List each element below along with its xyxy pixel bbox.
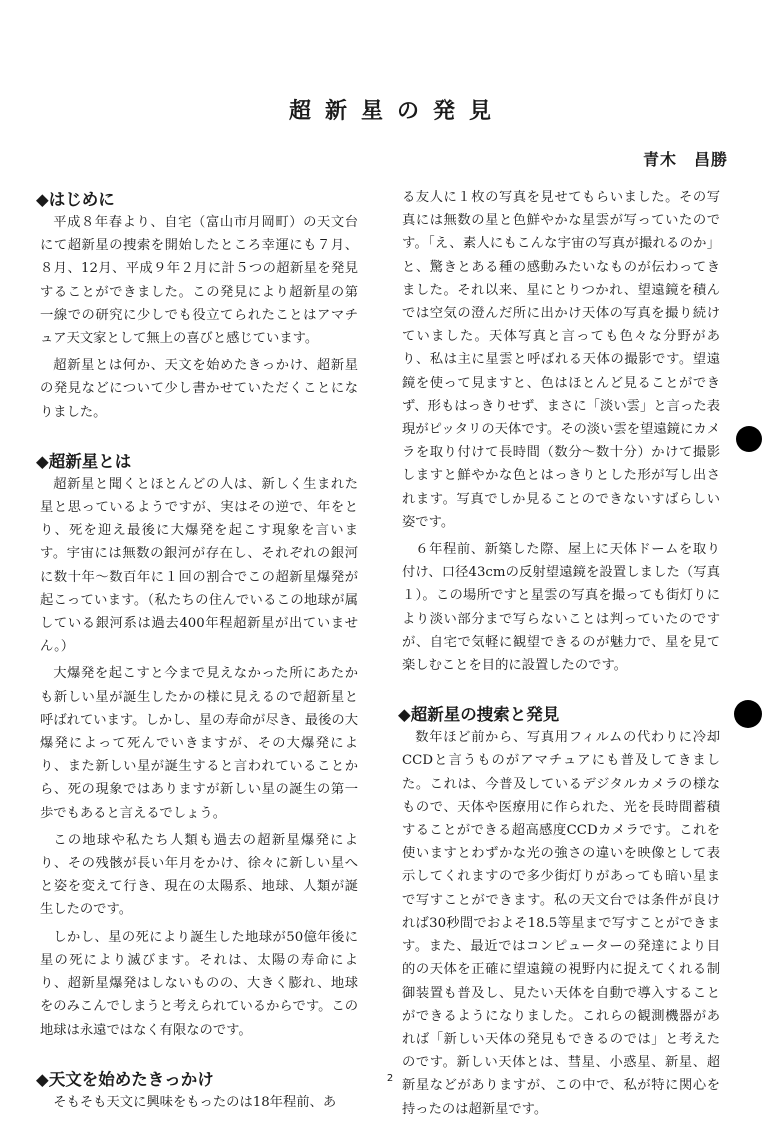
punch-hole-mark — [734, 700, 762, 728]
section-heading-what-is-supernova: ◆超新星とは — [36, 451, 132, 471]
section-heading-search-and-discovery: ◆超新星の捜索と発見 — [398, 705, 560, 725]
paragraph: 超新星とは何か、天文を始めたきっかけ、超新星の発見などについて少し書かせていただくことになりました。 — [40, 358, 358, 420]
paragraph: しかし、星の死により誕生した地球が50億年後に星の死により滅びます。それは、太陽の寿命により、超新星爆発はしないものの、大きく膨れ、地球をのみこんでしまうと考えられているからです。この地球は永遠ではなく有限なのです。 — [40, 929, 358, 1038]
section-heading-introduction: ◆はじめに — [36, 190, 115, 209]
page-title: 超新星の発見 — [288, 98, 505, 124]
left-column — [36, 186, 358, 1114]
paragraph: ６年程前、新築した際、屋上に天体ドームを取り付け、口径43cmの反射望遠鏡を設置しました（写真１）。この場所ですと星雲の写真を撮っても街灯りにより淡い部分まで写らないことは判っていたのですが、自宅で気軽に観望できるのが魅力で、星を見て楽しむことを目的に設置したのです。 — [402, 542, 720, 674]
section-what-is-supernova — [36, 448, 358, 1042]
section-search-and-discovery — [398, 701, 720, 1120]
paragraph: 数年ほど前から、写真用フィルムの代わりに冷却CCDと言うものがアマチュアにも普及してきました。これは、今普及しているデジタルカメラの様なもので、天体や医療用に作られた、光を長時間蓄積することができる超高感度CCDカメラです。これを使いますとわずかな光の強さの違いを映像として表示してくれますので多少街灯りがあっても暗い星まで写すことができます。私の天文台では条件が良ければ30秒間でおよそ18.5等星まで写すことができます。また、最近ではコンピューターの発達により目的の天体を正確に望遠鏡の視野内に捉えてくれる制御装置も普及し、見たい天体を自動で導入することができるようになりました。これらの観測機器があれば「新しい天体の発見もできるのでは」と考えたのです。新しい天体とは、彗星、小惑星、新星、超新星などがありますが、この中で、私が特に関心を持ったのは超新星です。 — [402, 730, 720, 1117]
author-name: 青木 昌勝 — [642, 150, 728, 169]
section-how-i-started-continued — [402, 186, 720, 677]
section-introduction — [36, 186, 358, 424]
punch-hole-mark — [736, 426, 762, 452]
page-number: 2 — [386, 1073, 394, 1084]
paragraph: 平成８年春より、自宅（富山市月岡町）の天文台にて超新星の捜索を開始したところ幸運にも７月、８月、12月、平成９年２月に計５つの超新星を発見することができました。この発見により超新星の第一線での研究に少しでも役立てられたことはアマチュア天文家として無上の喜びと感じています。 — [40, 215, 358, 347]
paragraph: 超新星と聞くとほとんどの人は、新しく生まれた星と思っているようですが、実はその逆で、年をとり、死を迎え最後に大爆発を起こす現象を言います。宇宙には無数の銀河が存在し、それぞれの銀河に数十年～数百年に１回の割合でこの超新星爆発が起こっています。（私たちの住んでいるこの地球が属している銀河系は過去400年程超新星が出ていません。） — [40, 476, 358, 655]
section-heading-how-i-started-astronomy: ◆天文を始めたきっかけ — [36, 1069, 214, 1089]
paragraph: そもそも天文に興味をもったのは18年程前、あ — [53, 1094, 337, 1110]
paragraph: 大爆発を起こすと今まで見えなかった所にあたかも新しい星が誕生したかの様に見えるので超新星と呼ばれています。しかし、星の寿命が尽き、最後の大爆発によって死んでいきますが、その大爆発により、また新しい星が誕生すると言われていることから、死の現象ではありますが新しい星の誕生の第一歩でもあると言えるでしょう。 — [40, 666, 358, 821]
paragraph: る友人に１枚の写真を見せてもらいました。その写真には無数の星と色鮮やかな星雲が写っていたのです。「え、素人にもこんな宇宙の写真が撮れるのか」と、驚きとある種の感動みたいなものが伝わってきました。それ以来、星にとりつかれ、望遠鏡を積んでは空気の澄んだ所に出かけ天体の写真を撮り続けていました。天体写真と言っても色々な分野があり、私は主に星雲と呼ばれる天体の撮影です。望遠鏡を使って見ますと、色はほとんど見ることができず、形もはっきりせず、まさに「淡い雲」と言った表現がピッタリの天体です。その淡い雲を望遠鏡にカメラを取り付けて長時間（数分～数十分）かけて撮影しますと鮮やかな色とはっきりとした形が写し出されます。写真でしか見ることのできないすばらしい姿です。 — [402, 190, 720, 530]
right-column — [398, 186, 720, 1121]
paragraph: この地球や私たち人類も過去の超新星爆発により、その残骸が長い年月をかけ、徐々に新しい星へと姿を変えて行き、現在の太陽系、地球、人類が誕生したのです。 — [40, 832, 358, 918]
